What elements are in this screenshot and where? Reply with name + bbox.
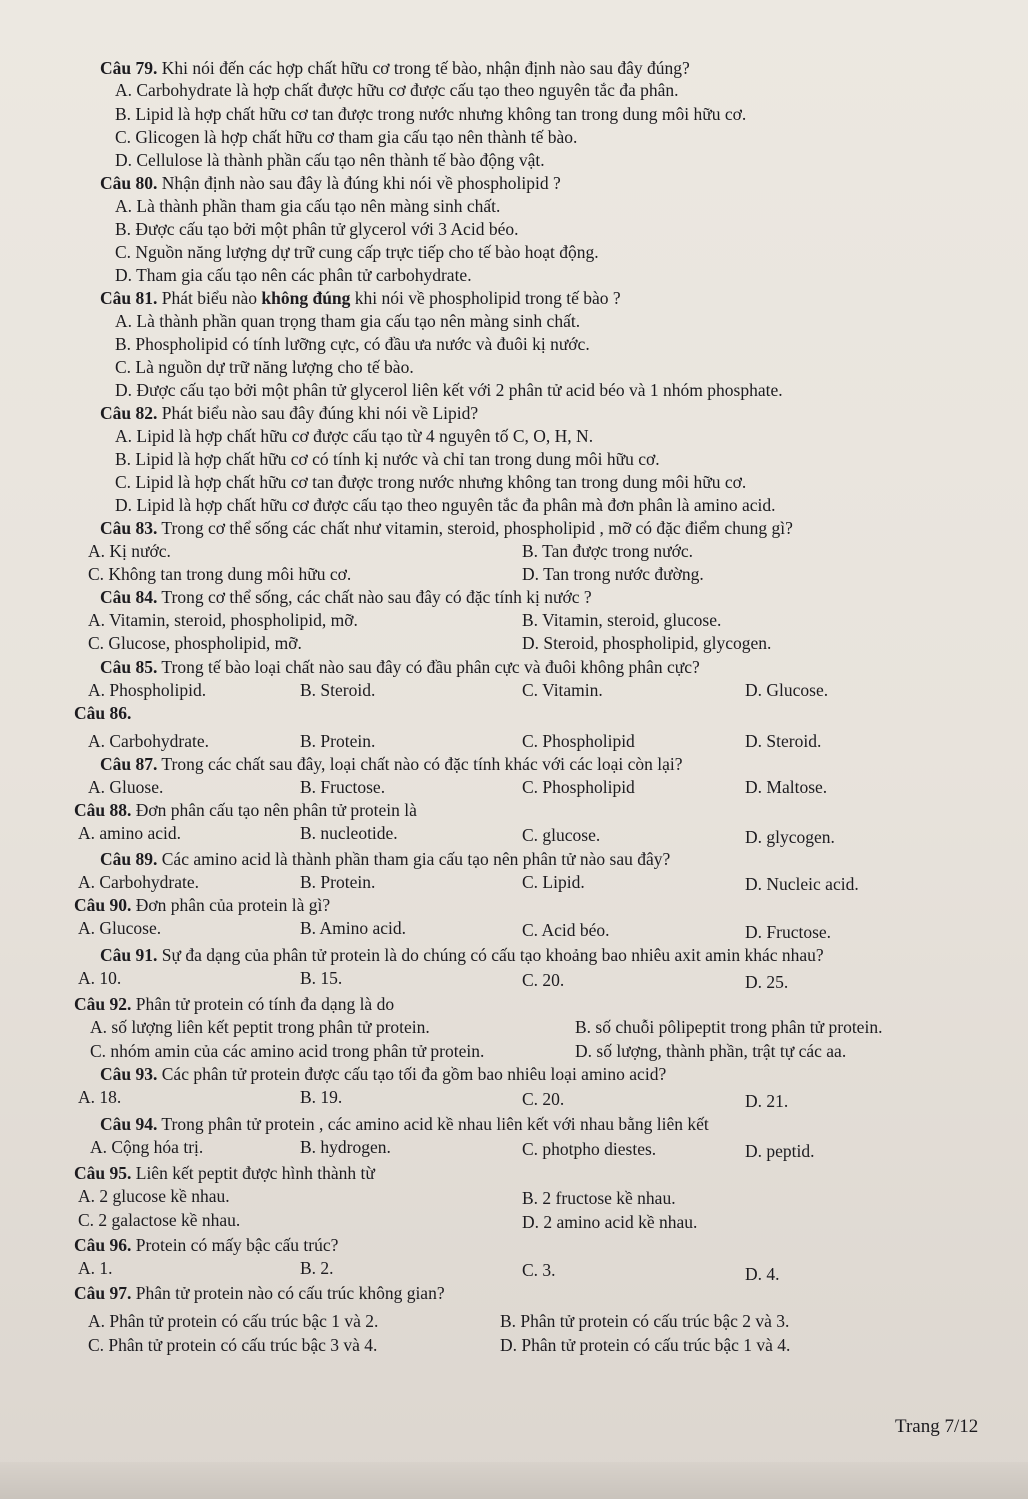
question-number: Câu 80.	[100, 173, 158, 193]
question-94	[100, 1113, 709, 1135]
question-number: Câu 82.	[100, 403, 158, 423]
answer-option-a: A. Cộng hóa trị.	[90, 1137, 204, 1157]
page-number: Trang 7/12	[895, 1416, 979, 1437]
answer-option-b: B. Protein.	[300, 872, 376, 892]
question-85	[100, 656, 700, 678]
question-number: Câu 81.	[100, 288, 158, 308]
answer-option-c: C. Không tan trong dung môi hữu cơ.	[88, 564, 352, 584]
answer-option-a: A. 2 glucose kề nhau.	[78, 1186, 230, 1206]
question-number: Câu 88.	[74, 800, 132, 820]
answer-option-d: D. 21.	[745, 1091, 789, 1111]
question-text-emphasis: không đúng	[261, 288, 351, 308]
answer-option-c: C. 3.	[522, 1260, 556, 1280]
question-90	[74, 894, 330, 916]
question-text: Protein có mấy bậc cấu trúc?	[131, 1235, 339, 1255]
answer-option-a: A. Kị nước.	[88, 541, 171, 561]
question-89	[100, 848, 670, 870]
answer-option-d: D. Maltose.	[745, 777, 828, 797]
answer-option-d: D. glycogen.	[745, 827, 835, 847]
question-number: Câu 95.	[74, 1163, 132, 1183]
answer-option-a: A. 18.	[78, 1087, 122, 1107]
answer-option-c: C. 20.	[522, 1089, 565, 1109]
answer-option-a: A. Carbohydrate.	[88, 731, 210, 751]
answer-option-c: C. Glicogen là hợp chất hữu cơ tham gia cấu tạo nên thành tế bào.	[115, 127, 578, 147]
answer-option-a: A. Carbohydrate.	[78, 872, 200, 892]
question-86	[74, 702, 131, 724]
answer-option-b: B. 2.	[300, 1258, 334, 1278]
question-text: Sự đa dạng của phân tử protein là do chúng có cấu tạo khoảng bao nhiêu axit amin khác nhau?	[157, 945, 824, 965]
answer-option-b: B. 15.	[300, 968, 343, 988]
answer-option-a: A. số lượng liên kết peptit trong phân tử protein.	[90, 1017, 430, 1037]
answer-option-d: D. Steroid, phospholipid, glycogen.	[522, 633, 772, 653]
question-number: Câu 83.	[100, 518, 158, 538]
answer-option-b: B. nucleotide.	[300, 823, 398, 843]
question-text: Liên kết peptit được hình thành từ	[131, 1163, 375, 1183]
question-number: Câu 92.	[74, 994, 132, 1014]
question-number: Câu 94.	[100, 1114, 158, 1134]
answer-option-b: B. Phospholipid có tính lưỡng cực, có đầu ưa nước và đuôi kị nước.	[115, 334, 590, 354]
answer-option-c: C. Phospholipid	[522, 731, 635, 751]
answer-option-d: D. Cellulose là thành phần cấu tạo nên thành tế bào động vật.	[115, 150, 545, 170]
answer-option-d: D. Lipid là hợp chất hữu cơ được cấu tạo theo nguyên tắc đa phân mà đơn phân là amino acid.	[115, 495, 776, 515]
answer-option-b: B. Amino acid.	[300, 918, 406, 938]
answer-option-c: C. Glucose, phospholipid, mỡ.	[88, 633, 302, 653]
question-87	[100, 753, 683, 775]
question-91	[100, 944, 824, 966]
answer-option-c: C. Là nguồn dự trữ năng lượng cho tế bào.	[115, 357, 414, 377]
answer-option-a: A. Phospholipid.	[88, 680, 207, 700]
answer-option-d: D. 4.	[745, 1264, 780, 1284]
answer-option-b: B. Vitamin, steroid, glucose.	[522, 610, 722, 630]
question-text: Phát biểu nào	[157, 288, 262, 308]
question-number: Câu 90.	[74, 895, 132, 915]
question-number: Câu 96.	[74, 1235, 132, 1255]
question-text: Phân tử protein nào có cấu trúc không gian?	[131, 1283, 445, 1303]
question-number: Câu 79.	[100, 58, 158, 78]
answer-option-d: D. Tham gia cấu tạo nên các phân tử carbohydrate.	[115, 265, 472, 285]
answer-option-d: D. Nucleic acid.	[745, 874, 859, 894]
question-79	[100, 57, 690, 79]
answer-option-b: B. Lipid là hợp chất hữu cơ tan được trong nước nhưng không tan trong dung môi hữu cơ.	[115, 104, 747, 124]
question-text: Đơn phân cấu tạo nên phân tử protein là	[131, 800, 417, 820]
question-text: Trong cơ thể sống các chất như vitamin, steroid, phospholipid , mỡ có đặc điểm chung gì?	[157, 518, 793, 538]
answer-option-b: B. Lipid là hợp chất hữu cơ có tính kị nước và chỉ tan trong dung môi hữu cơ.	[115, 449, 660, 469]
question-88	[74, 799, 417, 821]
answer-option-d: D. 25.	[745, 972, 789, 992]
answer-option-a: A. amino acid.	[78, 823, 182, 843]
answer-option-b: B. Steroid.	[300, 680, 376, 700]
question-81	[100, 287, 621, 309]
answer-option-a: A. Là thành phần tham gia cấu tạo nên màng sinh chất.	[115, 196, 501, 216]
answer-option-c: C. photpho diestes.	[522, 1139, 657, 1159]
answer-option-d: D. Được cấu tạo bởi một phân tử glycerol liên kết với 2 phân tử acid béo và 1 nhóm phosphate.	[115, 380, 783, 400]
answer-option-b: B. Được cấu tạo bởi một phân tử glycerol với 3 Acid béo.	[115, 219, 519, 239]
answer-option-b: B. số chuỗi pôlipeptit trong phân tử protein.	[575, 1017, 883, 1037]
answer-option-d: D. 2 amino acid kề nhau.	[522, 1212, 698, 1232]
answer-option-a: A. Gluose.	[88, 777, 164, 797]
answer-option-b: B. Fructose.	[300, 777, 386, 797]
answer-option-c: C. Lipid là hợp chất hữu cơ tan được trong nước nhưng không tan trong dung môi hữu cơ.	[115, 472, 747, 492]
question-text: Đơn phân của protein là gì?	[131, 895, 331, 915]
answer-option-c: C. nhóm amin của các amino acid trong phân tử protein.	[90, 1041, 485, 1061]
answer-option-d: D. Tan trong nước đường.	[522, 564, 704, 584]
answer-option-b: B. Phân tử protein có cấu trúc bậc 2 và 3.	[500, 1311, 790, 1331]
page-bottom-edge	[0, 1462, 1028, 1499]
answer-option-b: B. hydrogen.	[300, 1137, 391, 1157]
answer-option-d: D. số lượng, thành phần, trật tự các aa.	[575, 1041, 847, 1061]
answer-option-a: A. Lipid là hợp chất hữu cơ được cấu tạo từ 4 nguyên tố C, O, H, N.	[115, 426, 594, 446]
question-93	[100, 1063, 666, 1085]
answer-option-a: A. Carbohydrate là hợp chất được hữu cơ được cấu tạo theo nguyên tắc đa phân.	[115, 80, 679, 100]
answer-option-a: A. Vitamin, steroid, phospholipid, mỡ.	[88, 610, 358, 630]
answer-option-c: C. glucose.	[522, 825, 601, 845]
answer-option-b: B. 19.	[300, 1087, 343, 1107]
question-number: Câu 89.	[100, 849, 158, 869]
question-92	[74, 993, 394, 1015]
question-number: Câu 93.	[100, 1064, 158, 1084]
question-number: Câu 91.	[100, 945, 158, 965]
question-97	[74, 1282, 445, 1304]
question-96	[74, 1234, 338, 1256]
question-text: Trong các chất sau đây, loại chất nào có đặc tính khác với các loại còn lại?	[157, 754, 683, 774]
answer-option-b: B. Tan được trong nước.	[522, 541, 694, 561]
question-text: Phát biểu nào sau đây đúng khi nói về Lipid?	[157, 403, 479, 423]
answer-option-d: D. Fructose.	[745, 922, 832, 942]
answer-option-d: D. Steroid.	[745, 731, 822, 751]
question-text: Khi nói đến các hợp chất hữu cơ trong tế bào, nhận định nào sau đây đúng?	[157, 58, 690, 78]
question-text: Trong cơ thể sống, các chất nào sau đây có đặc tính kị nước ?	[157, 587, 592, 607]
answer-option-a: A. Là thành phần quan trọng tham gia cấu tạo nên màng sinh chất.	[115, 311, 581, 331]
question-text: Phân tử protein có tính đa dạng là do	[131, 994, 395, 1014]
answer-option-d: D. Phân tử protein có cấu trúc bậc 1 và 4.	[500, 1335, 791, 1355]
question-number: Câu 87.	[100, 754, 158, 774]
answer-option-c: C. Phân tử protein có cấu trúc bậc 3 và 4.	[88, 1335, 378, 1355]
question-84	[100, 586, 592, 608]
question-text: Các phân tử protein được cấu tạo tối đa gồm bao nhiêu loại amino acid?	[157, 1064, 667, 1084]
answer-option-c: C. Acid béo.	[522, 920, 610, 940]
question-text: Các amino acid là thành phần tham gia cấu tạo nên phân tử nào sau đây?	[157, 849, 671, 869]
question-text: Nhận định nào sau đây là đúng khi nói về phospholipid ?	[157, 173, 561, 193]
question-95	[74, 1162, 375, 1184]
answer-option-a: A. Phân tử protein có cấu trúc bậc 1 và 2.	[88, 1311, 379, 1331]
question-80	[100, 172, 561, 194]
answer-option-c: C. Vitamin.	[522, 680, 603, 700]
answer-option-c: C. Phospholipid	[522, 777, 635, 797]
answer-option-a: A. Glucose.	[78, 918, 162, 938]
question-number: Câu 84.	[100, 587, 158, 607]
answer-option-b: B. 2 fructose kề nhau.	[522, 1188, 676, 1208]
question-text: khi nói về phospholipid trong tế bào ?	[350, 288, 621, 308]
question-82	[100, 402, 478, 424]
answer-option-a: A. 10.	[78, 968, 122, 988]
question-number: Câu 86.	[74, 703, 132, 723]
answer-option-a: A. 1.	[78, 1258, 113, 1278]
question-83	[100, 517, 793, 539]
answer-option-c: C. 20.	[522, 970, 565, 990]
question-text: Trong tế bào loại chất nào sau đây có đầu phân cực và đuôi không phân cực?	[157, 657, 700, 677]
question-number: Câu 97.	[74, 1283, 132, 1303]
answer-option-d: D. peptid.	[745, 1141, 815, 1161]
question-text: Trong phân tử protein , các amino acid kề nhau liên kết với nhau bằng liên kết	[157, 1114, 709, 1134]
question-number: Câu 85.	[100, 657, 158, 677]
answer-option-c: C. 2 galactose kề nhau.	[78, 1210, 241, 1230]
answer-option-c: C. Nguồn năng lượng dự trữ cung cấp trực tiếp cho tế bào hoạt động.	[115, 242, 599, 262]
answer-option-c: C. Lipid.	[522, 872, 585, 892]
answer-option-d: D. Glucose.	[745, 680, 829, 700]
answer-option-b: B. Protein.	[300, 731, 376, 751]
